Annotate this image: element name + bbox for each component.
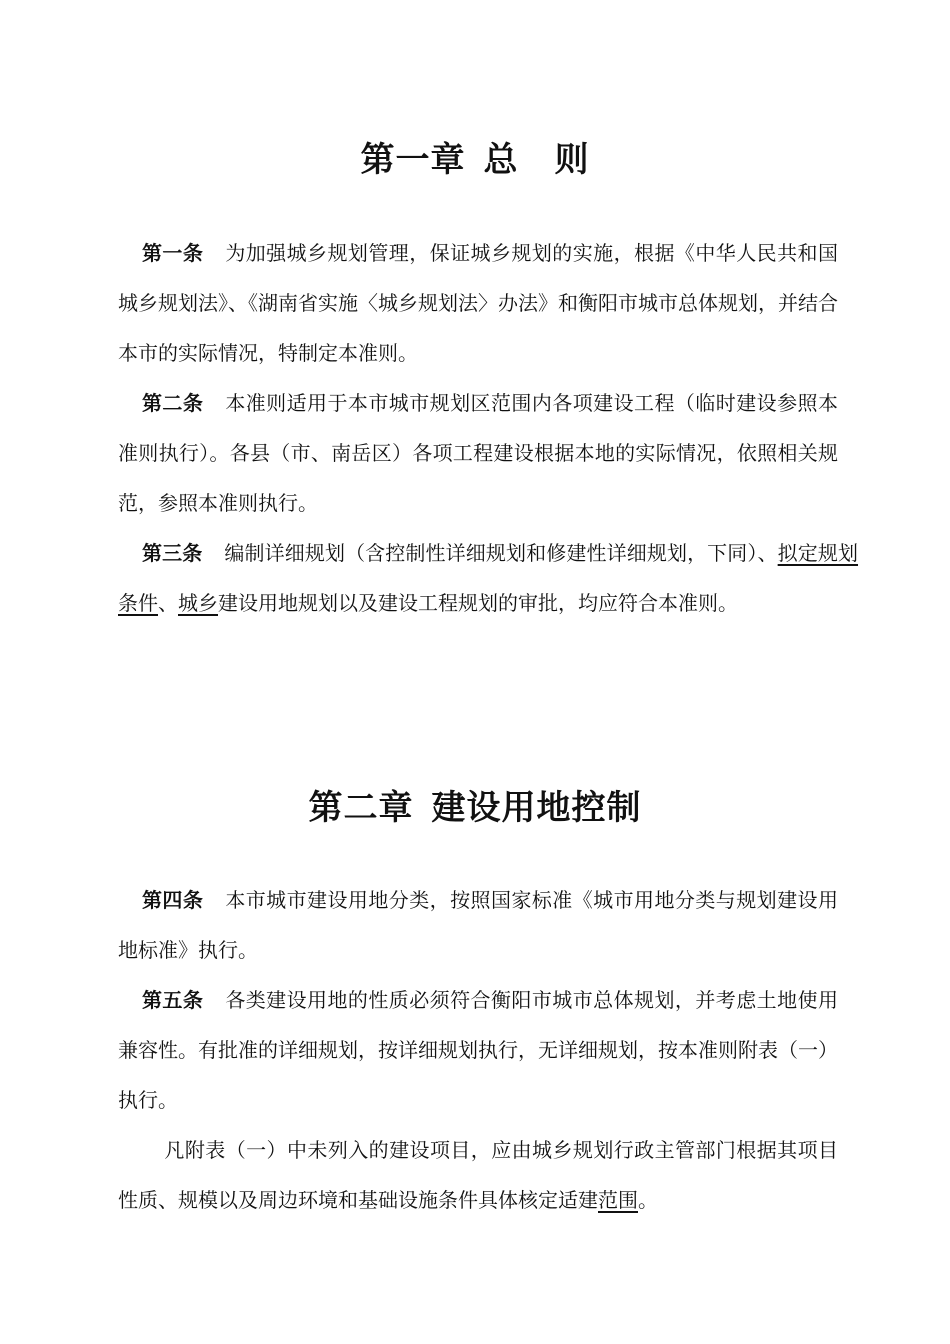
paragraph-6-text-b: 。 — [638, 1188, 658, 1212]
article-4 — [118, 875, 838, 975]
chapter-2-text: 建设用地控制 — [431, 788, 642, 828]
chapter-1-word-1: 总 — [483, 140, 519, 180]
article-3-text-a: 编制详细规划（含控制性详细规划和修建性详细规划，下同）、 — [224, 541, 778, 565]
article-3-sep: 、 — [158, 591, 178, 615]
article-1-text: 为加强城乡规划管理，保证城乡规划的实施，根据《中华人民共和国城乡规划法》、《湖南省实施〈城乡规划法〉办法》和衡阳市城市总体规划，并结合本市的实际情况，特制定本准则。 — [118, 241, 838, 365]
chapter-2-prefix: 第二章 — [308, 788, 414, 828]
article-3-underlined-2: 城乡 — [178, 591, 218, 615]
paragraph-6-text-a: 凡附表（一）中未列入的建设项目，应由城乡规划行政主管部门根据其项目性质、规模以及周边环境和基础设施条件具体核定适建 — [118, 1138, 838, 1212]
article-2-label: 第二条 — [142, 391, 204, 415]
article-3-text-b: 建设用地规划以及建设工程规划的审批，均应符合本准则。 — [218, 591, 738, 615]
article-1-label: 第一条 — [142, 241, 204, 265]
article-2 — [118, 378, 838, 528]
article-3-underlined-1: 拟定规划条件 — [118, 541, 859, 615]
article-3 — [118, 528, 858, 628]
paragraph-6-underlined: 范围 — [598, 1188, 638, 1212]
article-5 — [118, 975, 838, 1125]
chapter-1-word-2: 则 — [554, 140, 590, 180]
article-1 — [118, 228, 838, 378]
article-4-text: 本市城市建设用地分类，按照国家标准《城市用地分类与规划建设用地标准》执行。 — [118, 888, 838, 962]
chapter-1-title — [0, 132, 950, 181]
article-5-label: 第五条 — [142, 988, 204, 1012]
article-4-label: 第四条 — [142, 888, 204, 912]
article-5-text: 各类建设用地的性质必须符合衡阳市城市总体规划，并考虑土地使用兼容性。有批准的详细规划，按详细规划执行，无详细规划，按本准则附表（一）执行。 — [118, 988, 838, 1112]
article-3-label: 第三条 — [142, 541, 203, 565]
chapter-1-prefix: 第一章 — [360, 140, 466, 180]
paragraph-6 — [118, 1125, 838, 1225]
article-2-text: 本准则适用于本市城市规划区范围内各项建设工程（临时建设参照本准则执行）。各县（市、南岳区）各项工程建设根据本地的实际情况，依照相关规范，参照本准则执行。 — [118, 391, 838, 515]
chapter-2-title — [0, 780, 950, 829]
